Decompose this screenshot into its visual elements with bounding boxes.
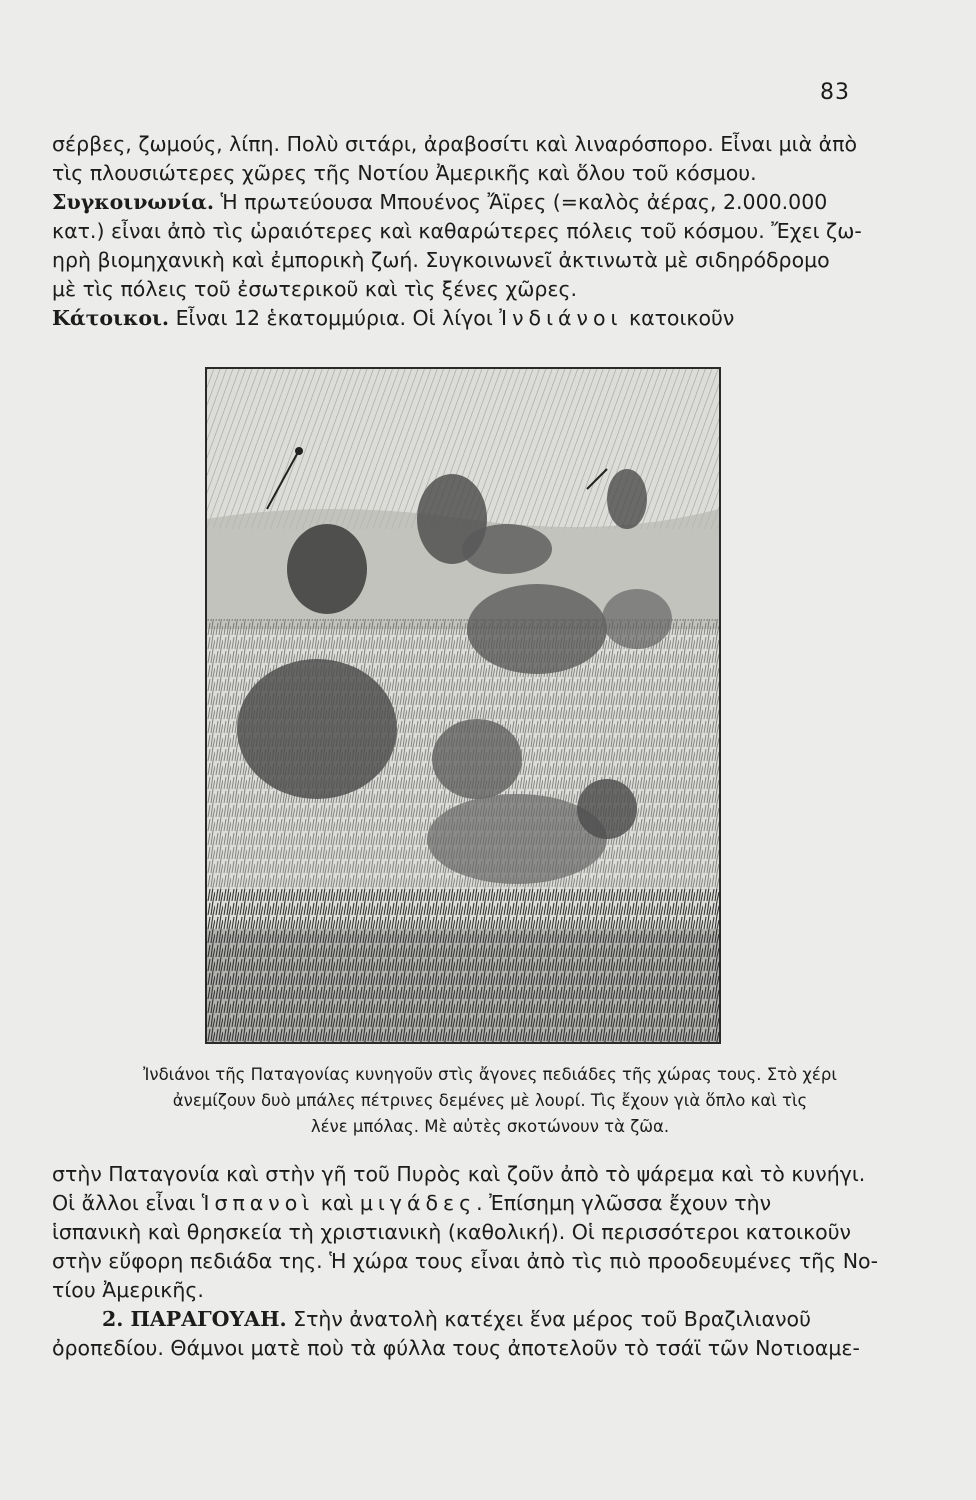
- text-line: ηρὴ βιομηχανικὴ καὶ ἐμπορικὴ ζωή. Συγκοινωνεῖ ἀκτινωτὰ μὲ σιδηρόδρομο: [52, 248, 830, 272]
- bottom-text-block: [52, 1160, 882, 1363]
- top-text-block: [52, 130, 882, 333]
- spaced-word: Ἰνδιάνοι: [499, 306, 623, 330]
- caption-line: ἀνεμίζουν δυὸ μπάλες πέτρινες δεμένες μὲ λουρί. Τὶς ἔχουν γιὰ ὅπλο καὶ τὶς: [172, 1091, 808, 1110]
- inhabitants-heading: Κάτοικοι.: [52, 306, 170, 330]
- text-span: κατοικοῦν: [622, 306, 735, 330]
- text-span: καὶ: [314, 1191, 360, 1215]
- text-line: [52, 1305, 882, 1334]
- text-line: μὲ τὶς πόλεις τοῦ ἐσωτερικοῦ καὶ τὶς ξένες χῶρες.: [52, 277, 578, 301]
- text-line: στὴν εὔφορη πεδιάδα της. Ἡ χώρα τους εἶναι ἀπὸ τὶς πιὸ προοδευμένες τῆς Νο-: [52, 1249, 878, 1273]
- section-heading: 2. ΠΑΡΑΓΟΥΑΗ.: [102, 1307, 287, 1331]
- page-number: 83: [820, 80, 850, 105]
- text-span: Οἱ ἄλλοι εἶναι: [52, 1191, 202, 1215]
- spaced-word: Ἱσπανοὶ: [201, 1191, 315, 1215]
- text-line: τίου Ἀμερικῆς.: [52, 1278, 204, 1302]
- text-line: ὀροπεδίου. Θάμνοι ματὲ ποὺ τὰ φύλλα τους ἀποτελοῦν τὸ τσάϊ τῶν Νοτιοαμε-: [52, 1336, 860, 1360]
- text-span: Στὴν ἀνατολὴ κατέχει ἕνα μέρος τοῦ Βραζιλιανοῦ: [286, 1307, 811, 1331]
- illustration-caption: [90, 1062, 890, 1140]
- text-line: [52, 188, 882, 217]
- text-line: [52, 304, 882, 333]
- text-line: [52, 1189, 882, 1218]
- engraving-image: [207, 369, 719, 1042]
- spaced-word: μιγάδες: [359, 1191, 477, 1215]
- text-span: . Ἐπίσημη γλῶσσα ἔχουν τὴν: [476, 1191, 772, 1215]
- hunting-illustration: [205, 367, 721, 1044]
- communication-heading: Συγκοινωνία.: [52, 190, 215, 214]
- text-span: Εἶναι 12 ἑκατομμύρια. Οἱ λίγοι: [169, 306, 500, 330]
- text-line: κατ.) εἶναι ἀπὸ τὶς ὡραιότερες καὶ καθαρώτερες πόλεις τοῦ κόσμου. Ἔχει ζω-: [52, 219, 862, 243]
- caption-line: λένε μπόλας. Μὲ αὐτὲς σκοτώνουν τὰ ζῶα.: [310, 1117, 670, 1136]
- text-line: ἱσπανικὴ καὶ θρησκεία τὴ χριστιανικὴ (καθολική). Οἱ περισσότεροι κατοικοῦν: [52, 1220, 852, 1244]
- caption-line: Ἰνδιάνοι τῆς Παταγονίας κυνηγοῦν στὶς ἄγονες πεδιάδες τῆς χώρας τους. Στὸ χέρι: [143, 1065, 837, 1084]
- text-line: στὴν Παταγονία καὶ στὴν γῆ τοῦ Πυρὸς καὶ ζοῦν ἀπὸ τὸ ψάρεμα καὶ τὸ κυνήγι.: [52, 1162, 866, 1186]
- text-line: σέρβες, ζωμούς, λίπη. Πολὺ σιτάρι, ἀραβοσίτι καὶ λιναρόσπορο. Εἶναι μιὰ ἀπὸ: [52, 132, 858, 156]
- text-span: Ἡ πρωτεύουσα Μπουένος Ἄϊρες (=καλὸς ἀέρας, 2.000.000: [214, 190, 828, 214]
- text-line: τὶς πλουσιώτερες χῶρες τῆς Νοτίου Ἀμερικῆς καὶ ὅλου τοῦ κόσμου.: [52, 161, 757, 185]
